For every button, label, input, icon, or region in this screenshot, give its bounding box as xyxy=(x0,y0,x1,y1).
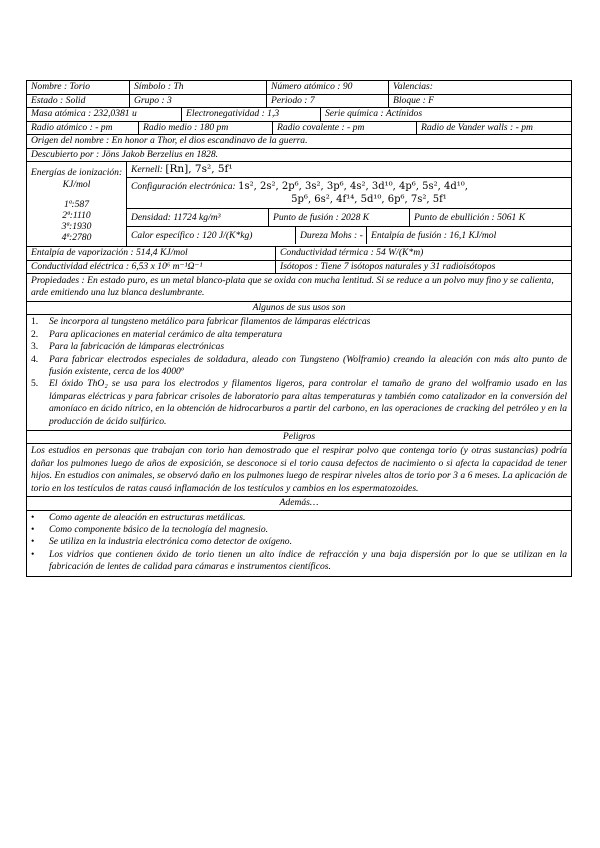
configuration-row xyxy=(127,178,571,209)
density-cell: Densidad: 11724 kg/m³ xyxy=(127,209,269,226)
also-list xyxy=(27,511,571,576)
also-header xyxy=(27,497,571,511)
ionization-4: 4ª:2780 xyxy=(61,232,92,243)
list-item: • Como agente de aleación en estructuras metálicas. xyxy=(31,511,246,523)
list-item: 1. Se incorpora al tungsteno metálico para fabricar filamentos de lámparas eléctricas xyxy=(31,316,371,328)
vaporization-enthalpy-cell: Entalpía de vaporización : 514,4 KJ/mol xyxy=(27,247,276,260)
configuration-line-2: 5p⁶, 6s², 4f¹⁴, 5d¹⁰, 6p⁶, 7s², 5f¹ xyxy=(291,194,447,205)
group-cell: Grupo : 3 xyxy=(130,95,267,108)
atomic-mass-cell: Masa atómica : 232,0381 u xyxy=(27,108,182,121)
vdw-radius-cell: Radio de Vander walls : - pm xyxy=(421,121,533,133)
electrical-conductivity-cell: Conductividad eléctrica : 6,53 x 10⁶ m⁻¹Ω⁻¹ xyxy=(27,261,276,274)
atomic-number-cell: Número atómico : 90 xyxy=(267,81,389,94)
list-item: • Los vidrios que contienen óxido de torio tienen un alto índice de refracción y una baja dispersión por lo que se utilizan en la fabricación de lentes de calidad para cámaras e instrumentos científicos. xyxy=(31,548,567,573)
uses-list xyxy=(27,315,571,431)
mean-radius-cell: Radio medio : 180 pm xyxy=(139,122,273,135)
discoverer: Descubierto por : Jöns Jakob Berzelius en 1828. xyxy=(31,148,219,160)
list-item: 4. Para fabricar electrodos especiales de soldadura, aleado con Tungsteno (Wolframio) creando la aleación con más alto punto de fusión existente, cerca de los 4000º xyxy=(31,353,567,377)
bullet-icon: • xyxy=(31,524,35,535)
boiling-point-cell: Punto de ebullición : 5061 K xyxy=(414,212,526,223)
kernell-formula: [Rn], 7s², 5f¹ xyxy=(165,163,233,175)
row-radii xyxy=(27,122,571,136)
properties-text: Propiedades : En estado puro, es un metal blanco-plata que se oxida con mucha lentitud. Si se reduce a un polvo muy fino y se calienta, arde emitiendo una luz blanca deslumbrante. xyxy=(31,275,554,299)
density-row xyxy=(127,209,571,227)
period-cell: Periodo : 7 xyxy=(267,95,389,108)
name-origin: Origen del nombre : En honor a Thor, el dios escandinavo de la guerra. xyxy=(31,135,308,146)
row-origin xyxy=(27,135,571,149)
thermal-conductivity-cell: Conductividad térmica : 54 W/(K*m) xyxy=(280,247,424,258)
electronegativity-cell: Electronegatividad : 1,3 xyxy=(182,108,321,121)
list-item: 5. El óxido ThO₂ se usa para los electrodos y filamentos ligeros, para controlar el tamaño de grano del wolframio usado en las lámparas eléctricas y para fabricar crisoles de laboratorio para altas temperaturas y también como catalizador en la conversión del amoníaco en ácido nítrico, en la obtención de hidrocarburos a partir del carbono, en las operaciones de cracking del petróleo y en la producción de ácido sulfúrico. xyxy=(31,378,567,427)
specific-heat-cell: Calor específico : 120 J/(K*kg) xyxy=(127,227,296,244)
bullet-icon: • xyxy=(31,548,35,560)
atomic-radius-cell: Radio atómico : - pm xyxy=(27,122,139,135)
row-discoverer xyxy=(27,149,571,163)
row-state xyxy=(27,95,571,109)
melting-point-cell: Punto de fusión : 2028 K xyxy=(269,209,410,226)
configuration-line-1: 1s², 2s², 2p⁶, 3s², 3p⁶, 4s², 3d¹⁰, 4p⁶, 5s², 4d¹⁰, xyxy=(238,181,468,192)
ionization-title: Energías de ionización: KJ/mol xyxy=(30,167,123,190)
ionization-energies xyxy=(27,162,127,246)
fusion-enthalpy-cell: Entalpía de fusión : 16,1 KJ/mol xyxy=(371,230,497,241)
uses-header xyxy=(27,302,571,316)
covalent-radius-cell: Radio covalente : - pm xyxy=(273,122,417,135)
row-vaporization xyxy=(27,247,571,261)
ionization-1: 1ª:587 xyxy=(63,199,90,210)
isotopes-cell: Isótopos : Tiene 7 isótopos naturales y 31 radioisótopos xyxy=(280,260,496,272)
hazards-title: Peligros xyxy=(282,430,316,442)
state-cell: Estado : Solid xyxy=(27,95,130,108)
bullet-icon: • xyxy=(31,536,35,548)
block-cell: Bloque : F xyxy=(393,94,435,106)
list-item: • Se utiliza en la industria electrónica como detector de oxígeno. xyxy=(31,536,292,548)
energy-block xyxy=(27,162,571,247)
valences-cell: Valencias: xyxy=(393,81,433,92)
chemical-series-cell: Serie química : Actínidos xyxy=(325,108,423,119)
uses-title: Algunos de sus usos son xyxy=(252,301,346,313)
hazards-body xyxy=(27,444,571,497)
name-cell: Nombre : Torio xyxy=(27,81,130,94)
list-item: 2. Para aplicaciones en material cerámico de alta temperatura xyxy=(31,328,283,340)
row-identity xyxy=(27,81,571,95)
kernell-label: Kernell: xyxy=(131,164,163,175)
bullet-icon: • xyxy=(31,511,35,523)
row-mass xyxy=(27,108,571,122)
mohs-hardness-cell: Dureza Mohs : - xyxy=(296,227,367,244)
also-title: Además… xyxy=(279,497,319,509)
list-item: • Como componente básico de la tecnología del magnesio. xyxy=(31,524,269,535)
kernell-row xyxy=(127,162,571,178)
row-properties xyxy=(27,274,571,302)
hazards-text: Los estudios en personas que trabajan con torio han demostrado que el respirar polvo que contenga torio (y otras sustancias) podría dañar los pulmones luego de años de exposición, se desconoce si el torio causa defectos de nacimiento o si afecta la capacidad de tener hijos. En estudios con animales, se observó daño en los pulmones luego de respirar niveles altos de torio por 3 a 6 meses. La aplicación de torio en los testículos de ratas causó inflamación de los testículos y cambios en los espermatozoides. xyxy=(31,445,567,494)
symbol-cell: Símbolo : Th xyxy=(130,81,267,94)
ionization-3: 3ª:1930 xyxy=(61,221,92,232)
ionization-2: 2ª:1110 xyxy=(62,210,91,221)
configuration-label: Configuración electrónica: xyxy=(131,181,236,192)
element-datasheet xyxy=(26,80,572,577)
row-electrical xyxy=(27,261,571,275)
heat-row xyxy=(127,227,571,244)
list-item: 3. Para la fabricación de lámparas electrónicas xyxy=(31,341,225,353)
hazards-header xyxy=(27,431,571,445)
